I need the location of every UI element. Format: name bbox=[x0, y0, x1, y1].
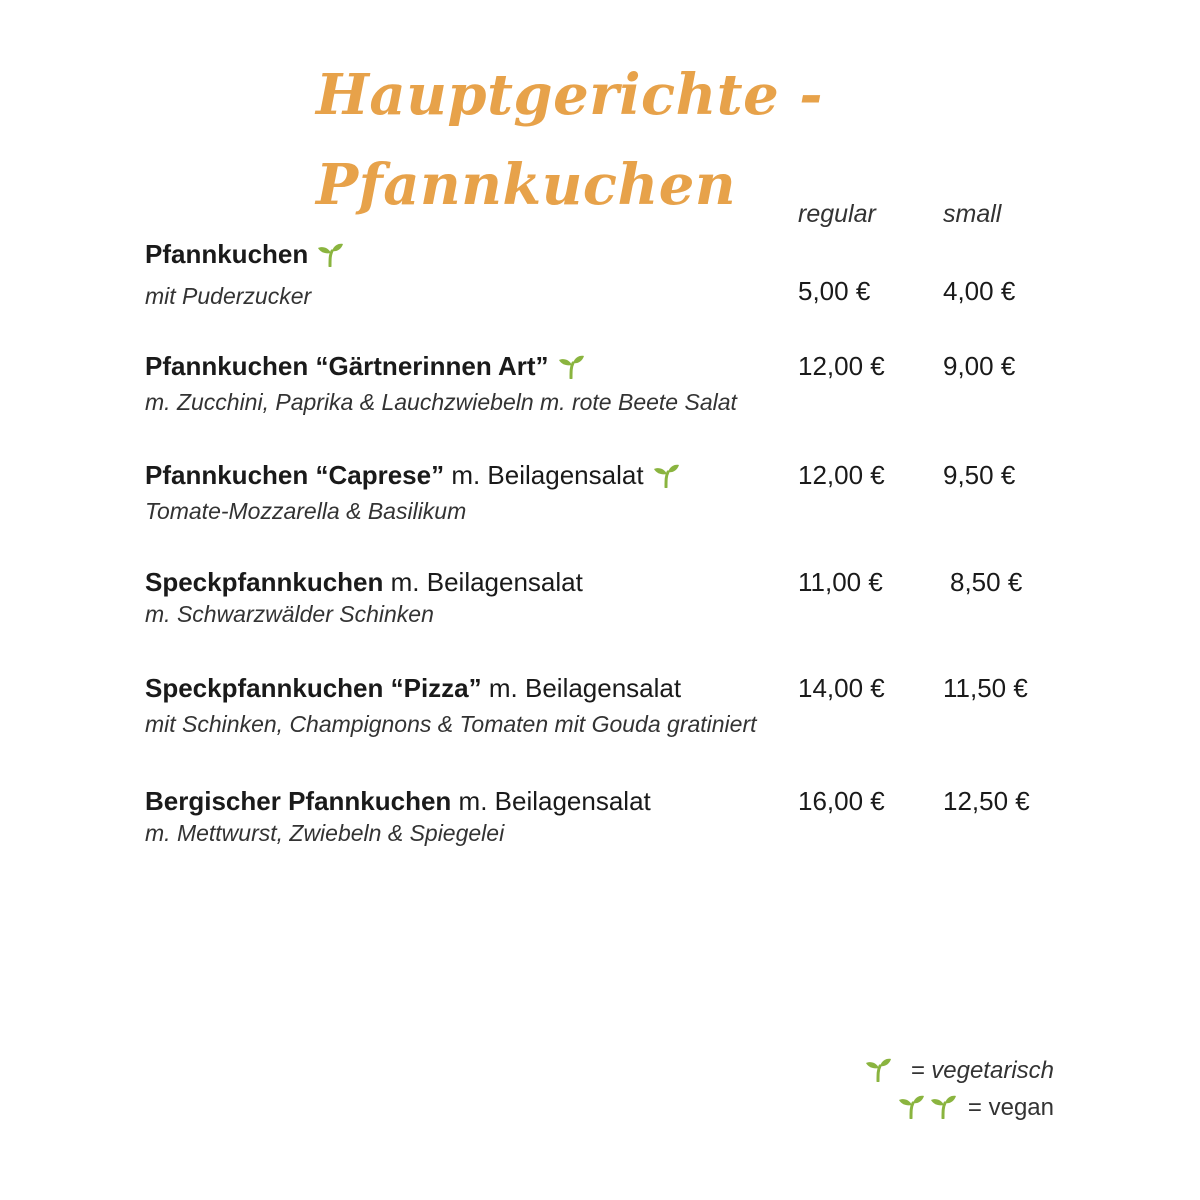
sprout-icon bbox=[652, 462, 680, 496]
item-name-bold: Pfannkuchen “Caprese” bbox=[145, 460, 445, 490]
sprout-icon bbox=[557, 353, 585, 387]
item-name-rest: m. Beilagensalat bbox=[383, 567, 583, 597]
item-name-rest: m. Beilagensalat bbox=[444, 460, 644, 490]
item-name bbox=[145, 237, 1045, 275]
item-name-bold: Speckpfannkuchen bbox=[145, 567, 384, 597]
item-name-bold: Pfannkuchen “Gärtnerinnen Art” bbox=[145, 351, 549, 381]
sprout-icon bbox=[316, 241, 344, 275]
sprout-icon bbox=[864, 1056, 892, 1089]
menu-item bbox=[145, 237, 1045, 311]
page-title: Hauptgerichte - Pfannkuchen bbox=[316, 62, 824, 218]
item-name bbox=[145, 565, 1045, 599]
item-description: m. Mettwurst, Zwiebeln & Spiegelei bbox=[145, 820, 505, 846]
legend-vegan bbox=[897, 1093, 1054, 1126]
item-name bbox=[145, 784, 1045, 818]
menu-item bbox=[145, 349, 1045, 417]
menu-item bbox=[145, 784, 1045, 848]
price-small: 8,50 € bbox=[950, 567, 1023, 597]
item-name-bold: Bergischer Pfannkuchen bbox=[145, 786, 452, 816]
item-description: mit Schinken, Champignons & Tomaten mit Gouda gratiniert bbox=[145, 711, 757, 737]
item-name-bold: Speckpfannkuchen “Pizza” bbox=[145, 673, 482, 703]
menu-item bbox=[145, 458, 1045, 526]
price-regular: 12,00 € bbox=[798, 351, 885, 381]
sprout-icon bbox=[929, 1093, 957, 1126]
price-regular: 11,00 € bbox=[798, 567, 883, 597]
legend-vegan-label: = vegan bbox=[967, 1094, 1054, 1121]
item-name-rest: m. Beilagensalat bbox=[481, 673, 682, 703]
item-description: mit Puderzucker bbox=[145, 283, 312, 309]
price-small: 12,50 € bbox=[943, 786, 1030, 816]
menu-item bbox=[145, 671, 1045, 739]
menu-item bbox=[145, 565, 1045, 629]
item-name bbox=[145, 349, 1045, 387]
legend-vegetarian bbox=[864, 1056, 1054, 1089]
price-small: 9,50 € bbox=[943, 460, 1016, 490]
item-description: Tomate-Mozzarella & Basilikum bbox=[145, 498, 467, 524]
price-regular: 12,00 € bbox=[798, 460, 885, 490]
item-description: m. Schwarzwälder Schinken bbox=[145, 601, 434, 627]
item-description: m. Zucchini, Paprika & Lauchzwiebeln m. rote Beete Salat bbox=[145, 389, 737, 415]
legend-vegetarian-label: = vegetarisch bbox=[910, 1057, 1054, 1084]
column-header-small: small bbox=[943, 200, 1002, 228]
price-regular: 14,00 € bbox=[798, 673, 885, 703]
price-regular: 16,00 € bbox=[798, 786, 885, 816]
item-name bbox=[145, 458, 1045, 496]
column-header-regular: regular bbox=[798, 200, 876, 228]
price-small: 11,50 € bbox=[943, 673, 1028, 703]
item-name-rest: m. Beilagensalat bbox=[451, 786, 651, 816]
price-regular: 5,00 € bbox=[798, 276, 871, 306]
item-name bbox=[145, 671, 1045, 705]
price-small: 4,00 € bbox=[943, 276, 1016, 306]
sprout-icon bbox=[897, 1093, 925, 1126]
price-small: 9,00 € bbox=[943, 351, 1016, 381]
item-name-bold: Pfannkuchen bbox=[145, 239, 309, 269]
